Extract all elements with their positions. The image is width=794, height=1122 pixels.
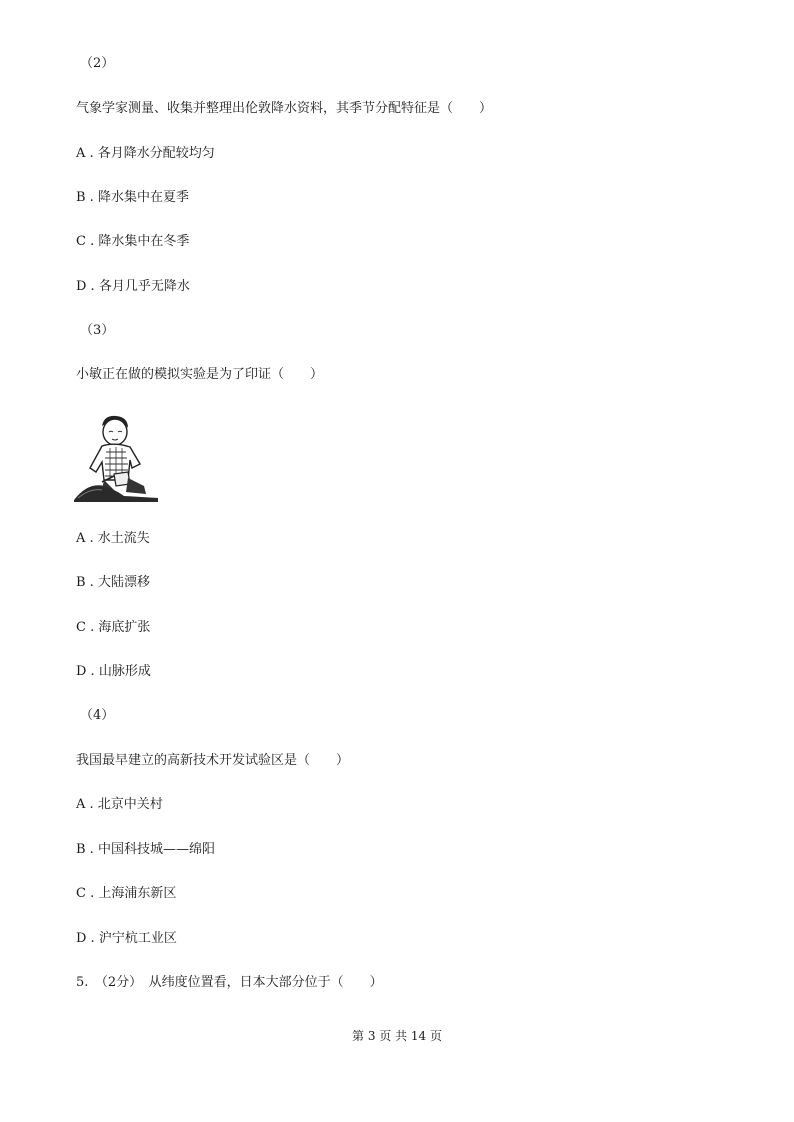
q2-option-c: C . 降水集中在冬季 xyxy=(76,234,190,249)
boy-pouring-water-illustration xyxy=(74,412,158,502)
q2-option-b: B . 降水集中在夏季 xyxy=(76,190,189,205)
page-footer: 第 3 页 共 14 页 xyxy=(352,1029,442,1043)
q3-number: （3） xyxy=(80,323,115,338)
q4-stem: 我国最早建立的高新技术开发试验区是（ ） xyxy=(76,753,350,768)
q2-number: （2） xyxy=(80,56,115,71)
q2-stem: 气象学家测量、收集并整理出伦敦降水资料，其季节分配特征是（ ） xyxy=(76,101,493,116)
q3-option-c: C . 海底扩张 xyxy=(76,620,151,635)
q5-stem: 5. （2分） 从纬度位置看，日本大部分位于（ ） xyxy=(76,975,383,990)
q4-option-d: D . 沪宁杭工业区 xyxy=(76,931,177,946)
q4-number: （4） xyxy=(80,708,115,723)
q4-option-a: A . 北京中关村 xyxy=(76,797,163,812)
q4-option-c: C . 上海浦东新区 xyxy=(76,886,177,901)
q3-option-d: D . 山脉形成 xyxy=(76,664,151,679)
q2-option-d: D . 各月几乎无降水 xyxy=(76,279,190,294)
q3-option-a: A . 水土流失 xyxy=(76,531,150,546)
q2-option-a: A . 各月降水分配较均匀 xyxy=(76,146,215,161)
q4-option-b: B . 中国科技城——绵阳 xyxy=(76,842,215,857)
q3-option-b: B . 大陆漂移 xyxy=(76,575,150,590)
q3-stem: 小敏正在做的模拟实验是为了印证（ ） xyxy=(76,367,324,382)
